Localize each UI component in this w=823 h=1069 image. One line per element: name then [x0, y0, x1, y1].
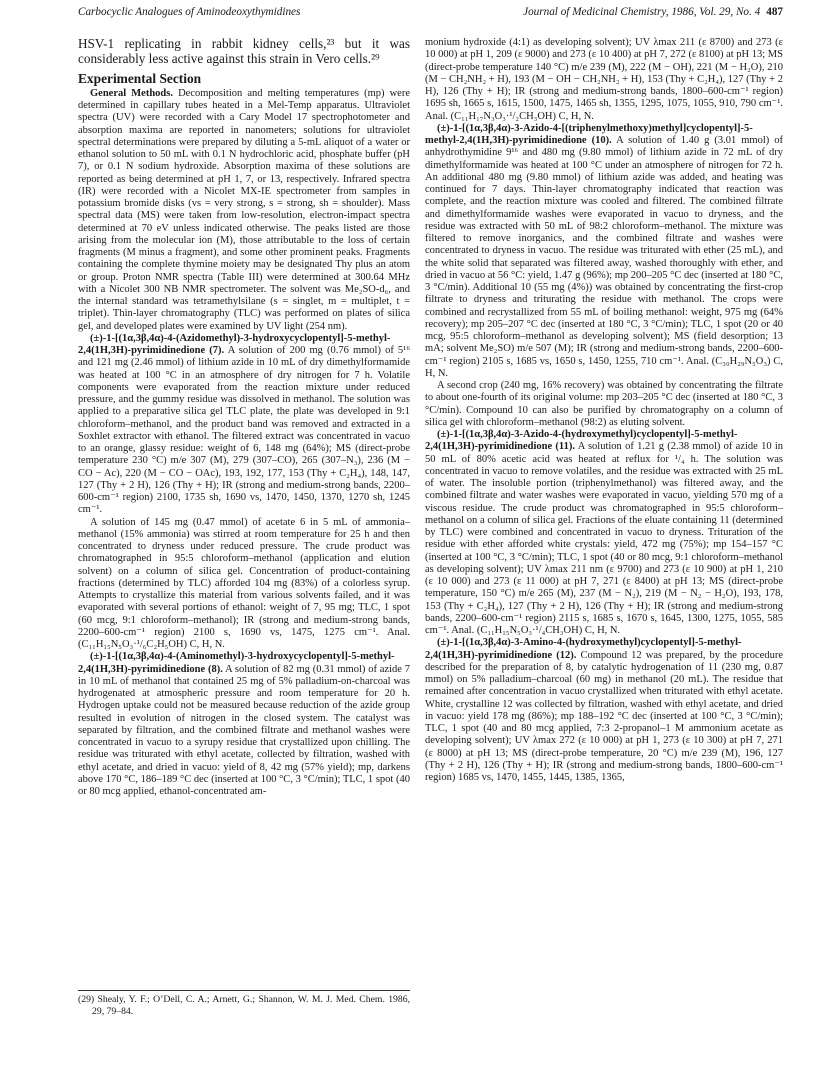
compound-7-heading: (±)-1-[(1α,3β,4α)-4-(Azidomethyl)-3-hydroxycyclopentyl]-5-methyl-2,4(1H,3H)-pyrimidinedione (7). — [78, 332, 391, 357]
compound-7-body: A solution of 200 mg (0.76 mmol) of 5¹⁶ and 121 mg (2.46 mmol) of lithium azide in 10 mL of dry dimethylformamide was heated at 100 °C in an atmosphere of dry nitrogen for 7 h. Volatile components were evaporated from the reaction mixture under reduced pressure, and the gummy residue was dissolved in methanol. The solution was applied to a preparative silica gel TLC plate, the plate was developed in 9:1 chloroform–methanol, and the product band was removed and extracted in a Soxhlet extractor with ethanol. The filtered extract was concentrated in vacuo to an orange, glassy residue: weight of 6, 148 mg (64%); MS (direct-probe temperature 230 °C) m/e 307 (M), 279 (307–CO), 265 (307–N₃), 236 (M − CO − Ac), 220 (M − CO − OAc), 193, 192, 177, 153 (Thy + C₂H₄), 148, 147, 127 (Thy + 2 H), 126 (Thy + H); IR (strong and medium-strong bands, 2200–600-cm⁻¹ region) 2100, 1735 sh, 1690 vs, 1470, 1450, 1370, 1270 sh, 1245 cm⁻¹. — [78, 345, 410, 516]
continuation-paragraph: monium hydroxide (4:1) as developing solvent); UV λmax 211 (ε 8700) and 273 (ε 10 000) at pH 1, 209 (ε 9000) and 273 (ε 10 400) at pH 7, 272 (ε 8100) at pH 13; MS (direct-probe temperature 140 °C) m/e 239 (M), 222 (M − OH), 221 (M − H₂O), 210 (M − CH₂NH₂ + H), 193 (M − OH − CH₂NH₂ + H), 153 (Thy + C₂H₄), 127 (Thy + 2 H), 126 (Thy + H); IR (strong and medium-strong bands, 1800–600-cm⁻¹ region) 1695 sh, 1665 s, 1615, 1500, 1475, 1465 sh, 1355, 1295, 1075, 1055, 910, 790 cm⁻¹. Anal. (C₁₁H₁₇N₃O₃·¹/₂CH₃OH) C, H, N. — [425, 37, 783, 122]
lead-paragraph: HSV-1 replicating in rabbit kidney cells,²³ but it was considerably less active against this strain in Vero cells.²⁹ — [78, 36, 410, 66]
right-column — [425, 37, 783, 784]
acetate-paragraph: A solution of 145 mg (0.47 mmol) of acetate 6 in 5 mL of ammonia–methanol (15% ammonia) was stirred at room temperature for 25 h and then concentrated to dryness under reduced pressure. The crude product was chromatographed in 95:5 chloroform–methanol (application and elution solvent) on a column of silica gel. Concentration of product-containing fractions (determined by TLC) afforded 104 mg (83%) of a colorless syrup. Attempts to crystallize this material from various solvents failed, and it was evaporated with several portions of ethanol: weight of 7, 95 mg; TLC, 1 spot (60 mcg, 9:1 chloroform–methanol); IR (strong and medium-strong bands, 2200–600-cm⁻¹ region) 2100 s, 1690 vs, 1475, 1275 cm⁻¹. Anal. (C₁₁H₁₅N₅O₃·¹/₆C₂H₅OH) C, H, N. — [78, 516, 410, 651]
second-crop-paragraph: A second crop (240 mg, 16% recovery) was obtained by concentrating the filtrate to about one-fourth of its original volume: mp 203–205 °C dec (inserted at 180 °C, 3 °C/min). Compound 10 can also be purified by chromatography on a column of silica gel with chloroform–methanol (98:2) as eluting solvent. — [425, 380, 783, 428]
compound-10-body: A solution of 1.40 g (3.01 mmol) of anhydrothymidine 9¹⁶ and 480 mg (9.80 mmol) of lithium azide in 72 mL of dry dimethylformamide was heated at 100 °C under an atmosphere of nitrogen for 72 h. An additional 480 mg (9.80 mmol) of lithium azide was added, and heating was continued for 7 days. Thin-layer chromatography indicated that reaction was complete, and the reaction mixture was cooled and filtered. The combined filtrate and dimethylformamide washes were evaporated in vacuo to dryness, and the residue was extracted with 50 mL of 98:2 chloroform–methanol. The mixture was filtered to remove inorganics, and the combined filtrate and washes were concentrated to dryness in vacuo. The residue was triturated with ether (25 mL), and the white solid that separated was filtered away, washed thoroughly with ether, and dried in vacuo at 56 °C: yield, 1.47 g (96%); mp 200–205 °C dec (inserted at 180 °C, 3 °C/min). Additional 10 (55 mg (4%)) was obtained by concentrating the first-crop filtrate to dryness and triturating the residue with methanol. The crops were combined and recrystallized from 55 mL of boiling methanol: weight, 975 mg (64% recovery); mp 205–207 °C dec (inserted at 180 °C, 3 °C/min); TLC, 1 spot (20 or 40 mcg, 95:5 chloroform–methanol as developing solvent); MS (field desorption; 13 mA; solvent Me₂SO) m/e 507 (M); IR (strong and medium-strong bands, 2200–600-cm⁻¹ region) 2105 s, 1685 vs, 1650 s, 1450, 1255, 710 cm⁻¹. Anal. (C₃₀H₂₉N₅O₃) C, H, N. — [425, 135, 783, 379]
section-heading: Experimental Section — [78, 70, 202, 86]
running-header — [78, 6, 783, 24]
footnote-rule — [78, 990, 410, 991]
compound-10-paragraph — [425, 123, 783, 380]
compound-8-paragraph — [78, 651, 410, 798]
compound-11-heading: (±)-1-[(1α,3β,4α)-3-Azido-4-(hydroxymethyl)cyclopentyl]-5-methyl-2,4(1H,3H)-pyrimidinedione (11). — [425, 429, 738, 453]
page-number: 487 — [766, 6, 783, 18]
compound-7-paragraph — [78, 333, 410, 517]
compound-8-body: A solution of 82 mg (0.31 mmol) of azide 7 in 10 mL of methanol that contained 25 mg of 5% palladium-on-charcoal was hydrogenated at atmospheric pressure and room temperature for 20 h. Hydrogen uptake could not be measured because reduction of the azide group resulted in evolution of nitrogen in the closed system. The catalyst was separated by filtration, and the combined filtrate and methanol washes were concentrated in vacuo to a syrupy residue that crystallized upon chilling. The residue was triturated with ethyl acetate, collected by filtration, washed with ethyl acetate, and dried in vacuo: yield of 8, 42 mg (57% yield); mp, darkens above 170 °C, 186–189 °C dec (inserted at 100 °C, 3 °C/min); TLC, 1 spot (40 or 80 mcg applied, ethanol-concentrated am- — [78, 663, 410, 798]
footnote-29: (29) Shealy, Y. F.; O’Dell, C. A.; Arnett, G.; Shannon, W. M. J. Med. Chem. 1986, 29, 79–84. — [78, 994, 410, 1017]
compound-12-heading: (±)-1-[(1α,3β,4α)-3-Amino-4-(hydroxymethyl)cyclopentyl]-5-methyl-2,4(1H,3H)-pyrimidinedione (12). — [425, 637, 742, 661]
compound-12-body: Compound 12 was prepared, by the procedure described for the preparation of 8, by catalytic hydrogenation of 11 (230 mg, 0.87 mmol) on 5% palladium–charcoal (60 mg) in methanol (20 mL). The residue that remained after concentration in vacuo crystallized when triturated with ethyl acetate. White, crystalline 12 was collected by filtration, washed with ethyl acetate, and dried in vacuo: yield 178 mg (86%); mp 188–192 °C dec (inserted at 100 °C, 3 °C/min); TLC, 1 spot (40 and 80 mcg applied, 7:3 2-propanol–1 M ammonium acetate as developing solvent); UV λmax 272 (ε 10 000) at pH 1, 273 (ε 10 300) at pH 7, 271 (ε 8000) at pH 13; MS (direct-probe temperature, 20 °C) m/e 239 (M), 196, 127 (Thy + 2 H), 126 (Thy + H); IR (strong and medium-strong bands, 1800–600-cm⁻¹ region) 1685 vs, 1470, 1455, 1445, 1385, 1365, — [425, 649, 783, 783]
general-methods-paragraph — [78, 88, 410, 333]
compound-12-paragraph — [425, 637, 783, 784]
compound-8-heading: (±)-1-[(1α,3β,4α)-4-(Aminomethyl)-3-hydroxycyclopentyl]-5-methyl-2,4(1H,3H)-pyrimidinedione (8). — [78, 651, 395, 675]
left-column — [78, 37, 410, 1037]
running-title: Carbocyclic Analogues of Aminodeoxythymidines — [78, 6, 301, 18]
general-methods-body: Decomposition and melting temperatures (mp) were determined in capillary tubes heated in a Mel-Temp apparatus. Ultraviolet spectra (UV) were recorded with a Cary Model 17 spectrophotometer and absorption maxima are reported in nanometers; solutions for ultraviolet spectral determinations were prepared by diluting a 5-mL aliquot of a water or ethanol solution to 50 mL with 0.1 N hydrochloric acid, phosphate buffer (pH 7), or 0.1 N sodium hydroxide. Absorption maxima of these solutions are reported as being determined at pH 1, 7, or 13, respectively. Infrared spectra (IR) were recorded with a Nicolet MX-IE spectrometer from samples in potassium bromide disks (vs = very strong, s = strong, sh = shoulder). Mass spectral data (MS) were taken from low-resolution, electron-impact spectra determined at 70 eV unless indicated otherwise. The peaks listed are those arising from the molecular ion (M), those attributable to the loss of certain fragments (M minus a fragment), and some other prominent peaks. Fragments containing the complete thymine moiety may be designated Thy plus an atom or group. Proton NMR spectra (Table III) were determined at 300.64 MHz with a Nicolet 300 NB NMR spectrometer. The solvent was Me₂SO-d₆, and the internal standard was tetramethylsilane (s = singlet, m = multiplet, t = triplet). Thin-layer chromatography (TLC) was performed on plates of silica gel, and developed plates were examined by UV light (254 nm). — [78, 87, 411, 332]
general-methods-heading: General Methods. — [90, 87, 173, 99]
compound-10-heading: (±)-1-[(1α,3β,4α)-3-Azido-4-[(triphenylmethoxy)methyl]cyclopentyl]-5-methyl-2,4(1H,3H)-pyrimidinedione (10). — [425, 122, 753, 146]
compound-11-body: A solution of 1.21 g (2.38 mmol) of azide 10 in 50 mL of 80% acetic acid was heated at reflux for ¹/₄ h. The solution was concentrated in vacuo to remove volatiles, and the residue was extracted with 25 mL of water. The insoluble portion (triphenylmethanol) was filtered away, and the combined filtrate and water washes were evaporated in vacuo, yielding 570 mg of a viscous residue. The crude product was chromatographed in 95:5 chloroform–methanol on a column of silica gel. Fractions of the eluate containing 11 (determined by TLC) were combined and concentrated in vacuo to dryness. Trituration of the residue with ether afforded white crystals: yield, 472 mg (75%); mp 154–157 °C (inserted at 100 °C, 3 °C/min); TLC, 1 spot (40 or 80 mcg, 9:1 chloroform–methanol as developing solvent); UV λmax 211 nm (ε 9700) and 273 (ε 10 900) at pH 1, 210 (ε 10 000) and 273 (ε 11 000) at pH 7, 271 (ε 8400) at pH 13; MS (direct-probe temperature, 150 °C) m/e 265 (M), 237 (M − N₂), 219 (M − N₂ − H₂O), 193, 178, 153 (Thy + C₂H₄), 127 (Thy + 2 H), 126 (Thy + H); IR (strong and medium-strong bands, 2200–600-cm⁻¹ region) 2115 s, 1685 s, 1670 s, 1645, 1300, 1275, 1055, 585 cm⁻¹. Anal. (C₁₁H₁₅N₅O₃·¹/₄CH₃OH) C, H, N. — [425, 441, 784, 636]
footnotes — [78, 990, 410, 1017]
compound-11-paragraph — [425, 429, 783, 637]
journal-citation: Journal of Medicinal Chemistry, 1986, Vol. 29, No. 4 487 — [523, 6, 783, 18]
